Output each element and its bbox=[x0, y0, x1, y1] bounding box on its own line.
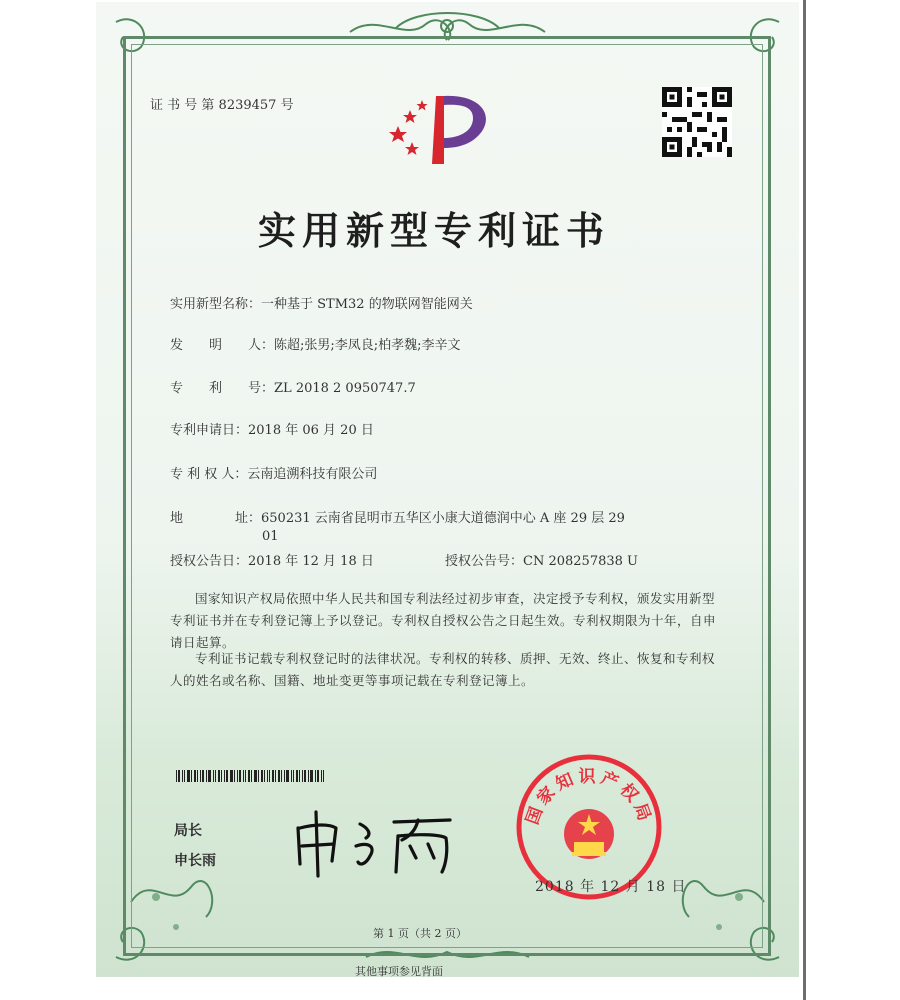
footer-note: 其他事项参见背面 bbox=[355, 965, 443, 978]
barcode-bar bbox=[286, 770, 289, 782]
barcode-bar bbox=[187, 770, 190, 782]
field-label: 地 址： bbox=[170, 511, 262, 526]
barcode-bar bbox=[278, 770, 280, 782]
barcode-bar bbox=[243, 770, 244, 782]
barcode-bar bbox=[284, 770, 285, 782]
seal-text: 国家知识产权局 bbox=[522, 766, 656, 828]
barcode-bar bbox=[191, 770, 192, 782]
barcode-bar bbox=[317, 770, 319, 782]
certificate-number: 证 书 号 第 8239457 号 bbox=[150, 98, 294, 113]
barcode-bar bbox=[176, 770, 177, 782]
barcode-bar bbox=[293, 770, 294, 782]
field-patent-number bbox=[170, 377, 416, 396]
barcode-bar bbox=[304, 770, 306, 782]
barcode-bar bbox=[194, 770, 196, 782]
field-label: 发 明 人： bbox=[170, 338, 275, 353]
barcode-bar bbox=[182, 770, 183, 782]
barcode-bar bbox=[302, 770, 303, 782]
barcode-bar bbox=[275, 770, 276, 782]
field-value: 一种基于 STM32 的物联网智能网关 bbox=[261, 297, 473, 312]
field-grant-date bbox=[170, 550, 374, 569]
barcode-bar bbox=[200, 770, 201, 782]
barcode-bar bbox=[261, 770, 263, 782]
barcode-bar bbox=[202, 770, 204, 782]
field-label: 专利申请日： bbox=[170, 423, 249, 438]
field-utility-model-name bbox=[170, 293, 473, 312]
handwritten-signature bbox=[290, 806, 460, 881]
legal-status-paragraph: 专利证书记载专利权登记时的法律状况。专利权的转移、质押、无效、终止、恢复和专利权人的姓名或名称、国籍、地址变更等事项记载在专利登记簿上。 bbox=[170, 651, 716, 688]
barcode-bar bbox=[299, 770, 300, 782]
barcode-bar bbox=[264, 770, 265, 782]
barcode-bar bbox=[291, 770, 292, 782]
qr-code bbox=[662, 87, 732, 157]
certificate-title: 实用新型专利证书 bbox=[258, 209, 611, 253]
field-value: 2018 年 06 月 20 日 bbox=[248, 423, 374, 438]
barcode-bar bbox=[245, 770, 246, 782]
barcode-bar bbox=[206, 770, 207, 782]
barcode-bar bbox=[258, 770, 259, 782]
barcode-bar bbox=[226, 770, 228, 782]
barcode-bar bbox=[237, 770, 238, 782]
field-value: 云南追溯科技有限公司 bbox=[247, 467, 378, 482]
field-value: 2018 年 12 月 18 日 bbox=[248, 554, 374, 569]
field-patentee bbox=[170, 463, 377, 482]
barcode-bar bbox=[251, 770, 252, 782]
field-address-continued: 01 bbox=[262, 529, 279, 544]
barcode-bar bbox=[178, 770, 180, 782]
field-filing-date bbox=[170, 419, 374, 438]
barcode-bar bbox=[323, 770, 324, 782]
page-indicator: 第 1 页（共 2 页） bbox=[373, 927, 467, 940]
barcode-bar bbox=[213, 770, 214, 782]
field-value: 650231 云南省昆明市五华区小康大道德润中心 A 座 29 层 29 bbox=[261, 511, 625, 526]
barcode-bar bbox=[296, 770, 298, 782]
field-value: CN 208257838 U bbox=[523, 554, 638, 569]
field-inventor bbox=[170, 334, 461, 353]
barcode-bar bbox=[221, 770, 222, 782]
patent-office-logo bbox=[388, 88, 498, 166]
field-label: 授权公告号： bbox=[445, 554, 524, 569]
field-label: 授权公告日： bbox=[170, 554, 249, 569]
signatory-name: 申长雨 bbox=[174, 853, 216, 869]
barcode-bar bbox=[224, 770, 225, 782]
field-value: 陈超;张男;李凤良;柏孝魏;李辛文 bbox=[274, 338, 461, 353]
barcode-bar bbox=[248, 770, 250, 782]
barcode-bar bbox=[315, 770, 316, 782]
barcode-bar bbox=[215, 770, 216, 782]
barcode-bar bbox=[230, 770, 233, 782]
barcode-bar bbox=[308, 770, 309, 782]
barcode-bar bbox=[208, 770, 211, 782]
barcode-bar bbox=[272, 770, 274, 782]
barcode-bar bbox=[269, 770, 270, 782]
barcode-bar bbox=[197, 770, 198, 782]
field-value: ZL 2018 2 0950747.7 bbox=[274, 381, 416, 396]
barcode bbox=[176, 770, 342, 782]
barcode-bar bbox=[321, 770, 322, 782]
barcode-bar bbox=[239, 770, 241, 782]
barcode-bar bbox=[184, 770, 185, 782]
barcode-bar bbox=[267, 770, 268, 782]
field-address bbox=[170, 507, 625, 526]
seal-date: 2018 年 12 月 18 日 bbox=[535, 879, 687, 895]
signatory-title: 局长 bbox=[174, 823, 202, 839]
barcode-bar bbox=[254, 770, 257, 782]
grant-statement-paragraph: 国家知识产权局依照中华人民共和国专利法经过初步审查，决定授予专利权，颁发实用新型专利证书并在专利登记簿上予以登记。专利权自授权公告之日起生效。专利权期限为十年，自申请日起算。 bbox=[170, 591, 717, 650]
field-label: 专 利 权 人： bbox=[170, 467, 248, 482]
field-grant-number bbox=[445, 550, 638, 569]
page-edge-divider bbox=[803, 0, 806, 1000]
field-label: 实用新型名称： bbox=[170, 297, 262, 312]
barcode-bar bbox=[234, 770, 235, 782]
field-label: 专 利 号： bbox=[170, 381, 275, 396]
barcode-bar bbox=[281, 770, 282, 782]
barcode-bar bbox=[218, 770, 220, 782]
barcode-bar bbox=[310, 770, 313, 782]
